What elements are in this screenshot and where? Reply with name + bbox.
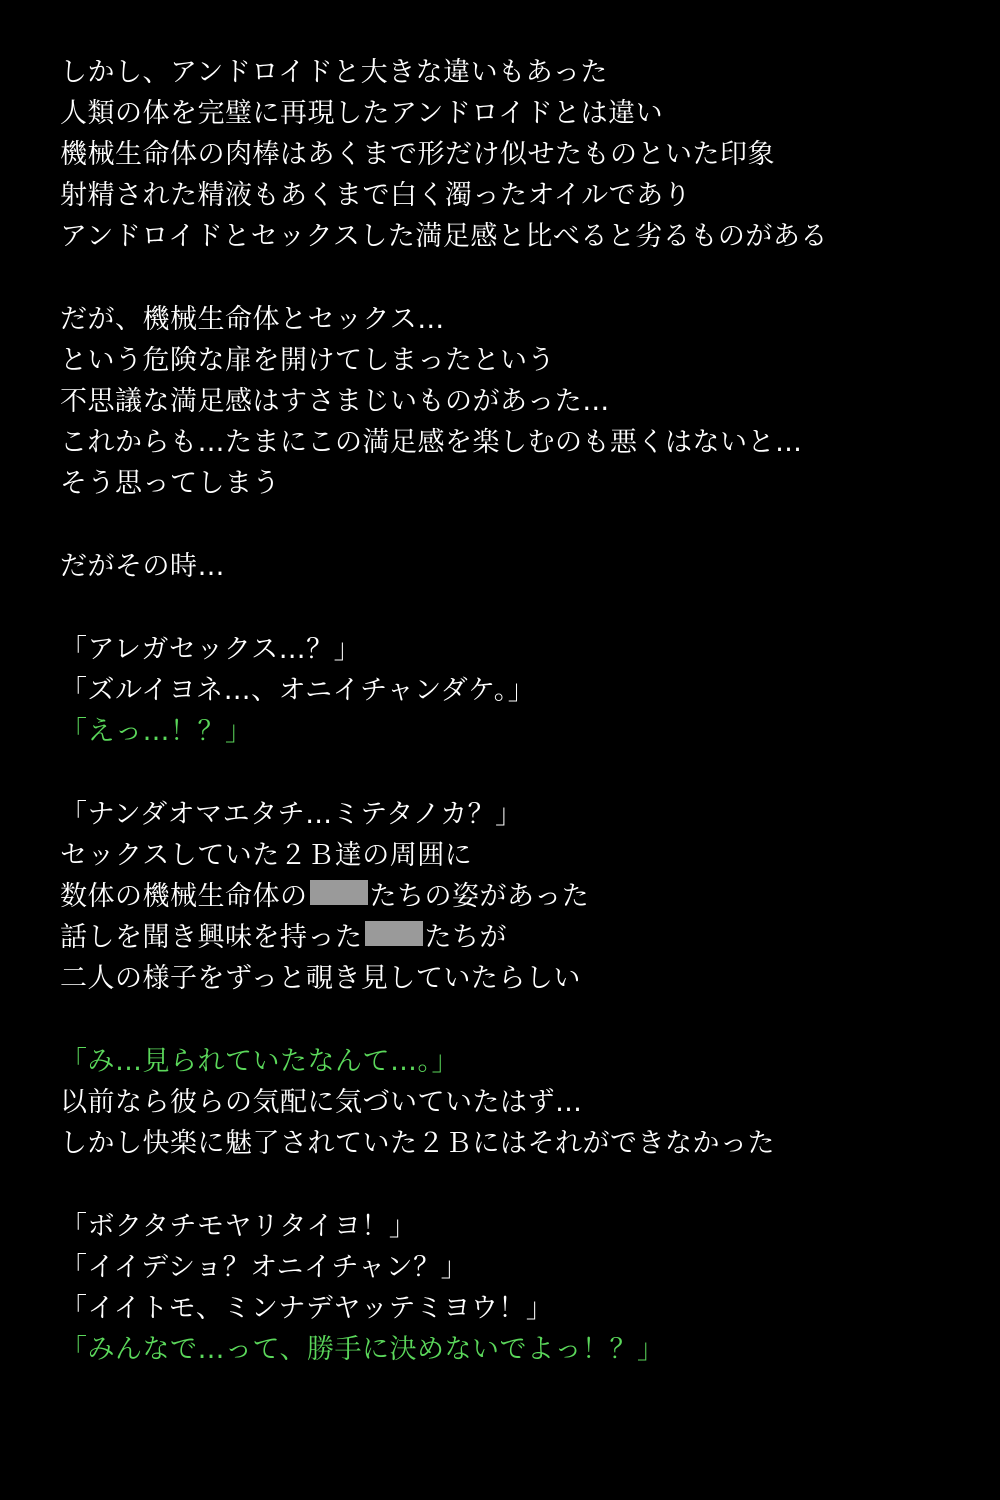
dialogue-line: 「ズルイヨネ…、オニイチャンダケ。」: [60, 675, 536, 706]
story-line: そう思ってしまう: [60, 468, 280, 499]
story-line: 射精された精液もあくまで白く濁ったオイルであり: [60, 180, 692, 211]
dialogue-line-highlight: 「みんなで…って、勝手に決めないでよっ！？」: [60, 1334, 665, 1365]
dialogue-line-highlight: 「み…見られていたなんて…。」: [60, 1046, 459, 1077]
dialogue-line: 「ナンダオマエタチ…ミテタノカ？」: [60, 799, 523, 830]
story-line-redacted: [60, 917, 940, 958]
story-line: しかし快楽に魅了されていた２Ｂにはそれができなかった: [60, 1128, 775, 1159]
story-line: しかし、アンドロイドと大きな違いもあった: [60, 57, 608, 88]
story-line: 不思議な満足感はすさまじいものがあった…: [60, 386, 610, 417]
story-line: だがその時…: [60, 551, 225, 582]
story-line-redacted: [60, 876, 940, 917]
redaction-bar: [365, 921, 423, 946]
dialogue-line-highlight: 「えっ…！？」: [60, 716, 253, 747]
dialogue-block-1: [60, 629, 940, 752]
story-line-suffix: たちが: [424, 922, 507, 953]
story-line: 二人の様子をずっと覗き見していたらしい: [60, 963, 581, 994]
story-line-prefix: 数体の機械生命体の: [60, 881, 308, 912]
story-line: という危険な扉を開けてしまったという: [60, 345, 555, 376]
story-line: これからも…たまにこの満足感を楽しむのも悪くはないと…: [60, 427, 803, 458]
text-block-2: [60, 299, 940, 504]
story-line: 機械生命体の肉棒はあくまで形だけ似せたものといた印象: [60, 139, 775, 170]
story-line: 人類の体を完璧に再現したアンドロイドとは違い: [60, 98, 664, 129]
redaction-bar: [310, 880, 368, 905]
text-block-3: [60, 546, 940, 587]
text-block-5: [60, 1041, 940, 1164]
story-line: だが、機械生命体とセックス…: [60, 304, 445, 335]
story-line-suffix: たちの姿があった: [369, 881, 590, 912]
dialogue-block-2: [60, 1206, 940, 1370]
text-block-1: [60, 52, 940, 257]
story-line-prefix: 話しを聞き興味を持った: [60, 922, 363, 953]
dialogue-line: 「アレガセックス…？」: [60, 634, 362, 665]
dialogue-line: 「ボクタチモヤリタイヨ！」: [60, 1211, 417, 1242]
story-line: 以前なら彼らの気配に気づいていたはず…: [60, 1087, 583, 1118]
dialogue-line: 「イイトモ、ミンナデヤッテミヨウ！」: [60, 1293, 554, 1324]
story-line: セックスしていた２Ｂ達の周囲に: [60, 840, 473, 871]
text-block-4: [60, 794, 940, 999]
dialogue-line: 「イイデショ？オニイチャン？」: [60, 1252, 469, 1283]
story-line: アンドロイドとセックスした満足感と比べると劣るものがある: [60, 221, 828, 252]
